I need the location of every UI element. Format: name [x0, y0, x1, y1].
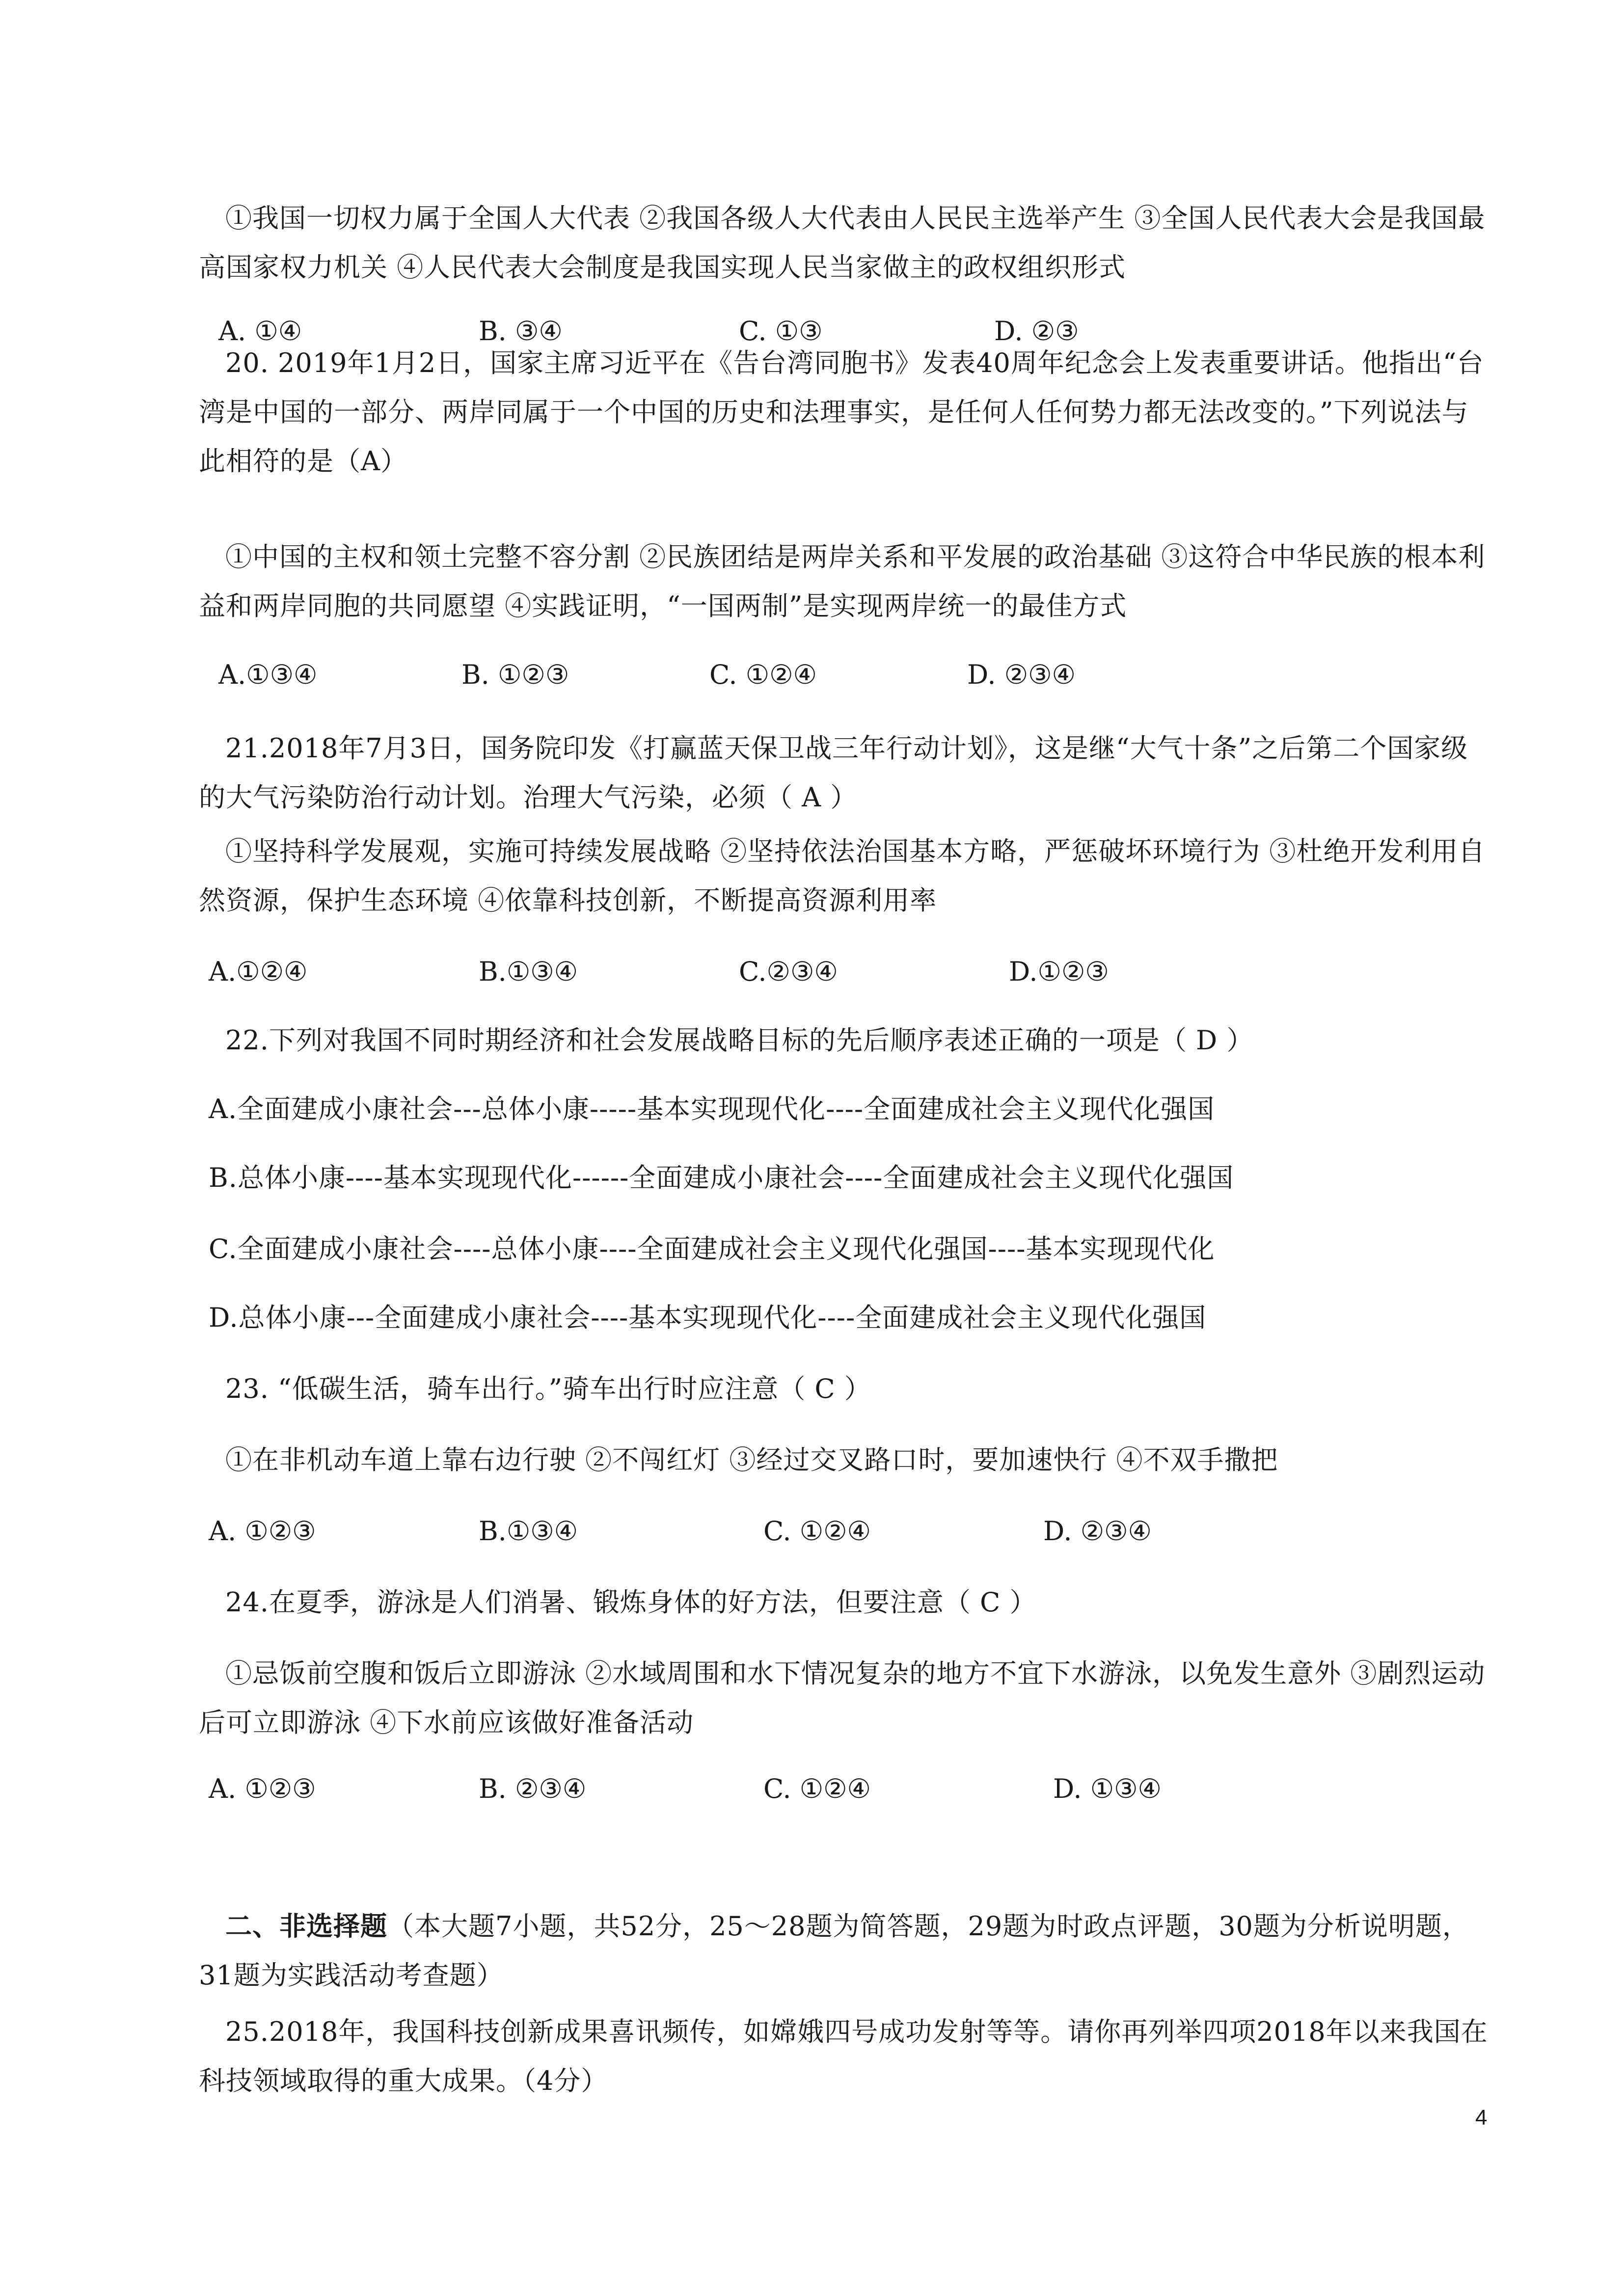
q19-option-d: D. ②③ [994, 316, 1079, 347]
q20-option-a: A.①③④ [218, 659, 318, 690]
q24-option-a: A. ①②③ [209, 1773, 316, 1804]
q24-stem: 24.在夏季，游泳是人们消暑、锻炼身体的好方法，但要注意（ C ） [225, 1587, 1037, 1618]
q22-option-d: D.总体小康---全面建成小康社会----基本实现现代化----全面建成社会主义现代化强国 [209, 1302, 1207, 1333]
section-two-note: （本大题7小题，共52分，25～28题为简答题，29题为时政点评题，30题为分析说明题，31题为实践活动考查题） [199, 1911, 1469, 1991]
q24-option-b: B. ②③④ [479, 1773, 587, 1804]
q23-stem: 23. “低碳生活，骑车出行。”骑车出行时应注意（ C ） [225, 1373, 871, 1404]
q20-option-b: B. ①②③ [461, 659, 569, 690]
q20-statements: ①中国的主权和领土完整不容分割 ②民族团结是两岸关系和平发展的政治基础 ③这符合中华民族的根本利益和两岸同胞的共同愿望 ④实践证明，“一国两制”是实现两岸统一的最佳方式 [199, 541, 1486, 621]
q20-stem: 20. 2019年1月2日，国家主席习近平在《告台湾同胞书》发表40周年纪念会上发表重要讲话。他指出“台湾是中国的一部分、两岸同属于一个中国的历史和法理事实，是任何人任何势力都无法改变的。”下列说法与此相符的是（A） [199, 347, 1484, 477]
q23-option-d: D. ②③④ [1043, 1516, 1152, 1547]
q22-option-a: A.全面建成小康社会---总体小康-----基本实现现代化----全面建成社会主义现代化强国 [209, 1094, 1215, 1124]
q21-stem: 21.2018年7月3日，国务院印发《打赢蓝天保卫战三年行动计划》，这是继“大气十条”之后第二个国家级的大气污染防治行动计划。治理大气污染，必须（ A ） [199, 733, 1468, 813]
q23-option-b: B.①③④ [479, 1516, 578, 1547]
q25-stem: 25.2018年，我国科技创新成果喜讯频传，如嫦娥四号成功发射等等。请你再列举四项2018年以来我国在科技领域取得的重大成果。（4分） [199, 2016, 1488, 2096]
q21-option-a: A.①②④ [209, 956, 308, 987]
q19-option-a: A. ①④ [218, 316, 302, 347]
section-two-heading: 二、非选择题 [225, 1911, 387, 1942]
q21-option-c: C.②③④ [739, 956, 838, 987]
q20-options [199, 653, 1495, 697]
q20-option-c: C. ①②④ [709, 659, 817, 690]
q24-option-c: C. ①②④ [763, 1773, 871, 1804]
q20-option-d: D. ②③④ [967, 659, 1076, 690]
q23-statements: ①在非机动车道上靠右边行驶 ②不闯红灯 ③经过交叉路口时，要加速快行 ④不双手撒把 [225, 1444, 1278, 1475]
q22-option-b: B.总体小康----基本实现现代化------全面建成小康社会----全面建成社会主义现代化强国 [209, 1162, 1234, 1193]
q21-options [199, 950, 1495, 994]
q24-statements: ①忌饭前空腹和饭后立即游泳 ②水域周围和水下情况复杂的地方不宜下水游泳，以免发生意外 ③剧烈运动后可立即游泳 ④下水前应该做好准备活动 [199, 1658, 1486, 1738]
q23-options [199, 1509, 1495, 1553]
q21-statements: ①坚持科学发展观，实施可持续发展战略 ②坚持依法治国基本方略，严惩破坏环境行为 ③杜绝开发利用自然资源，保护生态环境 ④依靠科技创新，不断提高资源利用率 [199, 836, 1486, 916]
q21-option-b: B.①③④ [479, 956, 578, 987]
q24-options [199, 1767, 1495, 1811]
section-two-intro [199, 1902, 1495, 2000]
q23-option-c: C. ①②④ [763, 1516, 871, 1547]
q19-statements: ①我国一切权力属于全国人大代表 ②我国各级人大代表由人民民主选举产生 ③全国人民代表大会是我国最高国家权力机关 ④人民代表大会制度是我国实现人民当家做主的政权组织形式 [199, 203, 1486, 283]
q24-option-d: D. ①③④ [1053, 1773, 1162, 1804]
page-number: 4 [1475, 2106, 1488, 2130]
q19-option-b: B. ③④ [479, 316, 563, 347]
q22-option-c: C.全面建成小康社会----总体小康----全面建成社会主义现代化强国----基本实现现代化 [209, 1233, 1215, 1264]
q22-stem: 22.下列对我国不同时期经济和社会发展战略目标的先后顺序表述正确的一项是（ D ） [225, 1025, 1254, 1056]
q23-option-a: A. ①②③ [209, 1516, 316, 1547]
q19-option-c: C. ①③ [739, 316, 823, 347]
q21-option-d: D.①②③ [1009, 956, 1109, 987]
